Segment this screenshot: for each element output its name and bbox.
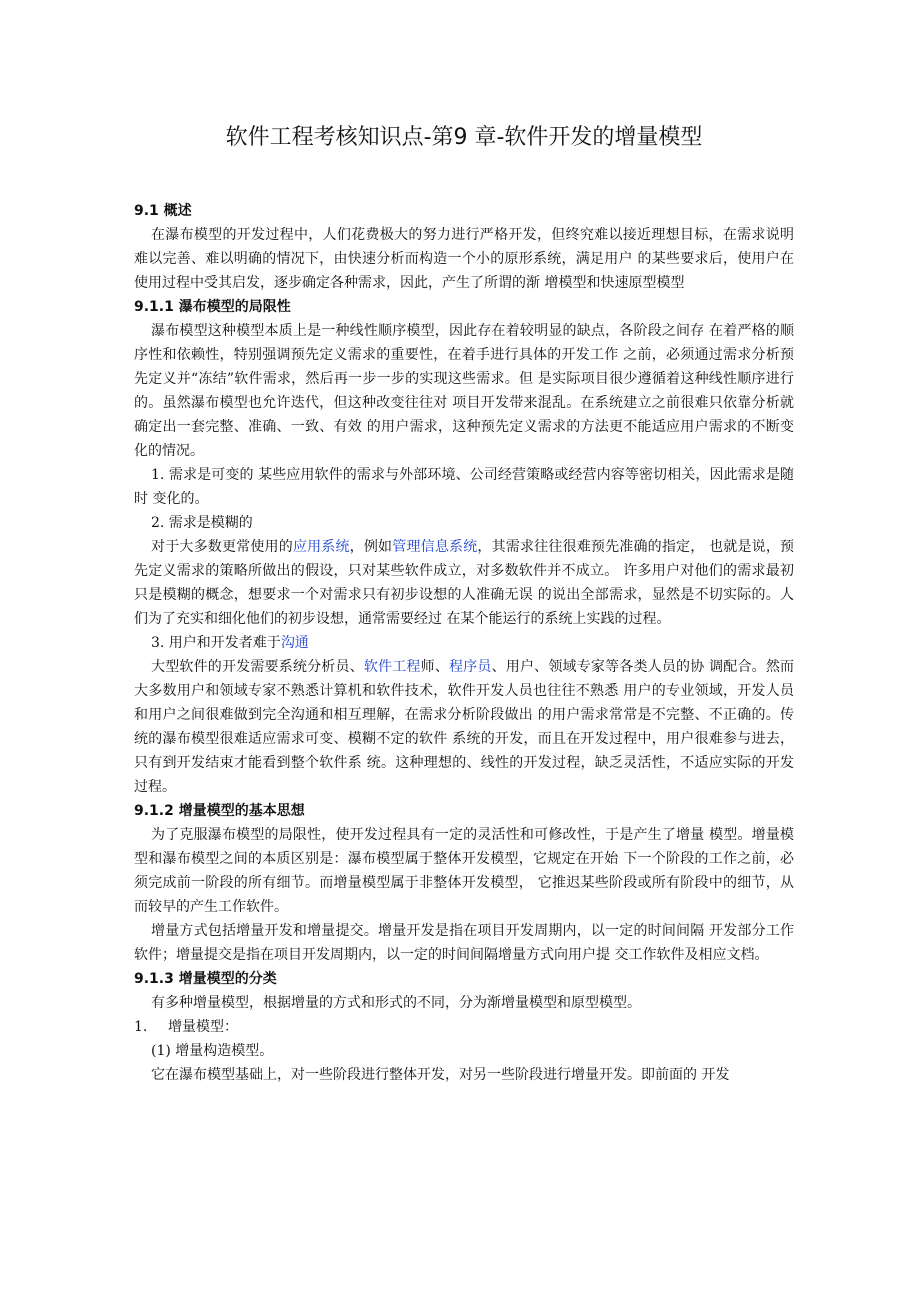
paragraph-incremental-construction: 它在瀑布模型基础上，对一些阶段进行整体开发，对另一些阶段进行增量开发。即前面的 开发 [151,1067,730,1083]
section-heading-9-1-3: 9.1.3 增量模型的分类 [134,971,277,987]
text-segment: 师、 [420,659,450,675]
section-heading-9-1-1: 9.1.1 瀑布模型的局限性 [134,299,291,315]
list-item-incremental-model [134,1015,794,1039]
document-body [134,199,794,1087]
text-segment: 、用户、领域专家等各类人员的协 调配合。然而大多数用户和领域专家不熟悉计算机和软件技术，软件开发人员也往往不熟悉 用户的专业领域，开发人员和用户之间很难做到完全沟通和相互理解，在需求分析阶段做出 的用户需求常常是不完整、不正确的。传统的瀑布模型很难适应需求可变、模糊不定的软件 系统的开发，而且在开发过程中，用户很难参与进去，只有到开发结束才能看到整个软件系 统。这种理想的、线性的开发过程，缺乏灵活性，不适应实际的开发过程。 [134,659,795,795]
link-programmer[interactable]: 程序员 [449,659,492,675]
link-application-system[interactable]: 应用系统 [292,539,350,555]
text-segment: 3. 用户和开发者难于 [151,635,281,651]
text-segment: ，其需求往往很难预先准确的指定， 也就是说，预先定义需求的策略所做出的假设，只对某些软件成立，对多数软件并不成立。 许多用户对他们的需求最初只是模糊的概念，想要求一个对需求只有初步设想的人准确无误 的说出全部需求，显然是不切实际的。人们为了充实和细化他们的初步设想，通常需要经过 在某个能运行的系统上实践的过程。 [134,539,795,627]
list-item-requirements-fuzzy: 2. 需求是模糊的 [151,515,253,531]
paragraph-incremental-types: 有多种增量模型，根据增量的方式和形式的不同，分为渐增量模型和原型模型。 [151,995,641,1011]
text-segment: 对于大多数更常使用的 [151,539,293,555]
list-item-communication [134,631,794,655]
paragraph-fuzzy-requirements [134,535,794,631]
paragraph-incremental-idea: 为了克服瀑布模型的局限性，使开发过程具有一定的灵活性和可修改性，于是产生了增量 模型。增量模型和瀑布模型之间的本质区别是：瀑布模型属于整体开发模型，它规定在开始 下一个阶段的工作之前，必须完成前一阶段的所有细节。而增量模型属于非整体开发模型， 它推迟某些阶段或所有阶段中的细节，从而较早的产生工作软件。 [134,827,794,915]
text-segment: ，例如 [349,539,393,555]
paragraph-waterfall-limits: 瀑布模型这种模型本质上是一种线性顺序模型，因此存在着较明显的缺点，各阶段之间存 在着严格的顺序性和依赖性，特别强调预先定义需求的重要性，在着手进行具体的开发工作 之前，必须通过需求分析预先定义并“冻结”软件需求，然后再一步一步的实现这些需求。但 是实际项目很少遵循着这种线性顺序进行的。虽然瀑布模型也允许迭代，但这种改变往往对 项目开发带来混乱。在系统建立之前很难只依靠分析就确定出一套完整、准确、一致、有效 的用户需求，这种预先定义需求的方法更不能适应用户需求的不断变化的情况。 [134,323,794,459]
link-management-information-system[interactable]: 管理信息系统 [392,539,478,555]
section-heading-9-1-2: 9.1.2 增量模型的基本思想 [134,803,305,819]
section-heading-9-1: 9.1 概述 [134,203,192,219]
link-communication[interactable]: 沟通 [280,635,309,651]
text-segment: 大型软件的开发需要系统分析员、 [151,659,364,675]
list-item-label: 增量模型： [168,1019,238,1035]
list-number: 1. [134,1019,148,1035]
link-software-engineering[interactable]: 软件工程 [363,659,421,675]
page-title: 软件工程考核知识点-第9 章-软件开发的增量模型 [225,125,703,150]
sub-item-incremental-construction: (1) 增量构造模型。 [151,1043,274,1059]
paragraph-overview: 在瀑布模型的开发过程中，人们花费极大的努力进行严格开发，但终究难以接近理想目标，在需求说明难以完善、难以明确的情况下，由快速分析而构造一个小的原形系统，满足用户 的某些要求后，使用户在使用过程中受其启发，逐步确定各种需求，因此，产生了所谓的渐 增模型和快速原型模型 [134,227,794,291]
paragraph-communication [134,655,794,799]
list-item-requirements-variable: 1. 需求是可变的 某些应用软件的需求与外部环境、公司经营策略或经营内容等密切相关，因此需求是随时 变化的。 [134,467,794,507]
paragraph-incremental-methods: 增量方式包括增量开发和增量提交。增量开发是指在项目开发周期内，以一定的时间间隔 开发部分工作软件；增量提交是指在项目开发周期内，以一定的时间间隔增量方式向用户提 交工作软件及相应文档。 [134,923,794,963]
